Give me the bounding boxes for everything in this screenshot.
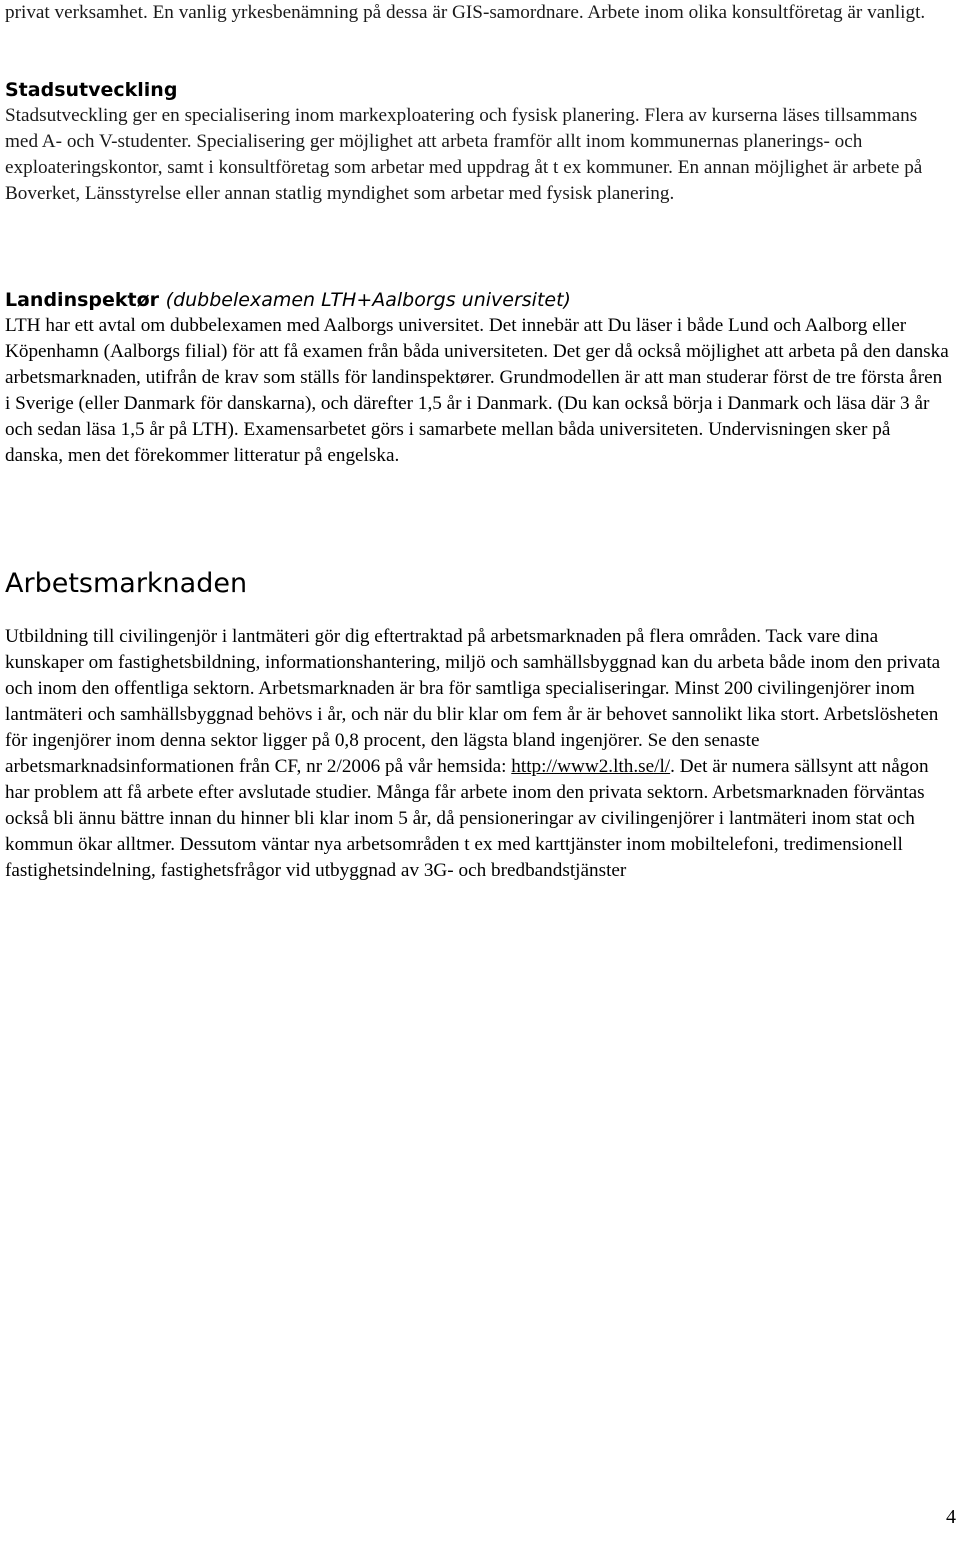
section-body-landinspektor: LTH har ett avtal om dubbelexamen med Aalborgs universitet. Det innebär att Du läser i både Lund och Aalborg eller Köpenhamn (Aalborgs filial) för att få examen från båda universiteten. Det ger då också möjlighet att arbeta på den danska arbetsmarknaden, utifrån de krav som ställs för landinspektører. Grundmodellen är att man studerar först de tre första åren i Sverige (eller Danmark för danskarna), och därefter 1,5 år i Danmark. (Du kan också börja i Danmark och läsa där 3 år och sedan läsa 1,5 år på LTH). Examensarbetet görs i samarbete mellan båda universiteten. Undervisningen sker på danska, men det förekommer litteratur på engelska.: [5, 315, 949, 466]
section-heading-arbetsmarknaden: Arbetsmarknaden: [5, 568, 248, 599]
section-heading-stadsutveckling: Stadsutveckling: [5, 79, 178, 101]
section-heading-landinspektor-subtitle: (dubbelexamen LTH+Aalborgs universitet): [165, 289, 571, 311]
arbetsmarknaden-text-part-1: Utbildning till civilingenjör i lantmäteri gör dig eftertraktad på arbetsmarknaden på flera områden. Tack vare dina kunskaper om fastighetsbildning, informationshantering, miljö och samhällsbyggnad kan du arbeta både inom den privata och inom den offentliga sektorn. Arbetsmarknaden är bra för samtliga specialiseringar. Minst 200 civilingenjörer inom lantmäteri och samhällsbyggnad behövs i år, och när du blir klar om fem år är behovet sannolikt lika stort. Arbetslösheten för ingenjörer inom denna sektor ligger på 0,8 procent, den lägsta bland ingenjörer. Se den senaste arbetsmarknadsinformationen från CF, nr 2/2006 på vår hemsida:: [5, 626, 941, 777]
arbetsmarknaden-text-part-2: . Det är numera sällsynt att någon har problem att få arbete efter avslutade studier. Många får arbete inom den privata sektorn. Arbetsmarknaden förväntas också bli ännu bättre innan du hinner bli klar inom 5 år, då pensioneringar av civilingenjörer i lantmäteri inom stat och kommun ökar alltmer. Dessutom väntar nya arbetsområden t ex med karttjänster inom mobiltelefoni, tredimensionell fastighetsindelning, fastighetsfrågor vid utbyggnad av 3G- och bredbandstjänster: [5, 756, 929, 881]
page-number: 4: [946, 1506, 956, 1528]
section-heading-landinspektor: [5, 287, 571, 313]
section-heading-landinspektor-title: Landinspektør: [5, 289, 160, 311]
section-body-arbetsmarknaden: [5, 624, 955, 884]
website-link[interactable]: http://www2.lth.se/l/: [511, 756, 671, 777]
intro-paragraph: privat verksamhet. En vanlig yrkesbenämning på dessa är GIS-samordnare. Arbete inom olika konsultföretag är vanligt.: [5, 2, 926, 23]
section-body-stadsutveckling: Stadsutveckling ger en specialisering inom markexploatering och fysisk planering. Flera av kurserna läses tillsammans med A- och V-studenter. Specialisering ger möjlighet att arbeta framför allt inom kommunernas planerings- och exploateringskontor, samt i konsultföretag som arbetar med uppdrag åt t ex kommuner. En annan möjlighet är arbete på Boverket, Länsstyrelse eller annan statlig myndighet som arbetar med fysisk planering.: [5, 105, 923, 204]
